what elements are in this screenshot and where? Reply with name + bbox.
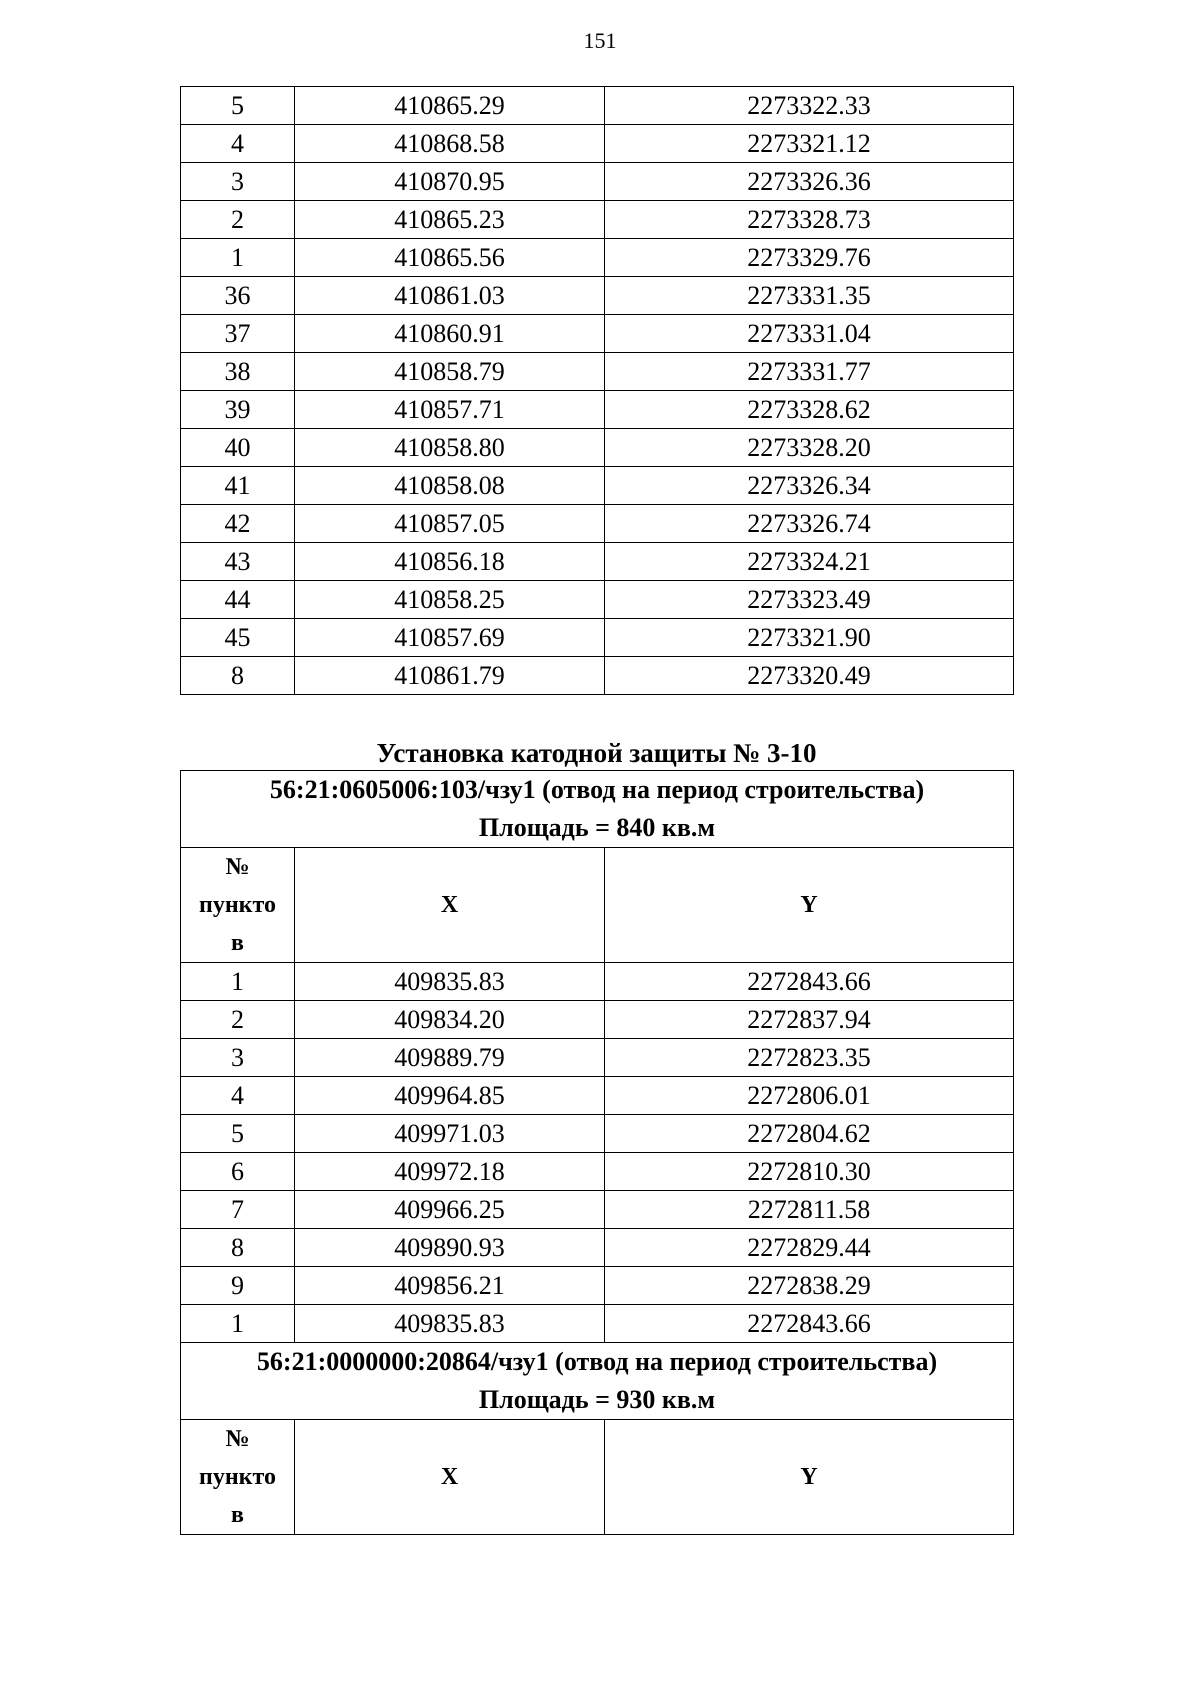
table-row bbox=[181, 467, 1014, 505]
table-row bbox=[181, 163, 1014, 201]
col-y-header: Y bbox=[605, 848, 1014, 963]
section-heading: Установка катодной защиты № 3-10 bbox=[376, 738, 817, 768]
x-coordinate-cell: 409889.79 bbox=[295, 1039, 605, 1077]
parcel2-area: Площадь = 930 кв.м bbox=[478, 1385, 716, 1414]
y-coordinate-cell: 2273331.04 bbox=[605, 315, 1014, 353]
table-row bbox=[181, 581, 1014, 619]
y-coordinate-cell: 2272843.66 bbox=[605, 1305, 1014, 1343]
col-point-number-line1: № bbox=[225, 854, 250, 880]
point-number-cell: 4 bbox=[181, 1077, 295, 1115]
point-number-cell: 2 bbox=[181, 1001, 295, 1039]
coordinates-table-continued bbox=[180, 86, 1014, 695]
point-number-cell: 38 bbox=[181, 353, 295, 391]
table-row bbox=[181, 1305, 1014, 1343]
col-x-header: X bbox=[295, 848, 605, 963]
point-number-cell: 1 bbox=[181, 1305, 295, 1343]
point-number-cell: 43 bbox=[181, 543, 295, 581]
y-coordinate-cell: 2273323.49 bbox=[605, 581, 1014, 619]
col-point-number-line3: в bbox=[231, 930, 244, 956]
parcel1-header-row bbox=[181, 771, 1014, 848]
x-coordinate-cell: 409971.03 bbox=[295, 1115, 605, 1153]
table-row bbox=[181, 657, 1014, 695]
point-number-cell: 2 bbox=[181, 201, 295, 239]
x-coordinate-cell: 410857.71 bbox=[295, 391, 605, 429]
x-coordinate-cell: 410858.80 bbox=[295, 429, 605, 467]
x-coordinate-cell: 410865.56 bbox=[295, 239, 605, 277]
table-row bbox=[181, 1229, 1014, 1267]
y-coordinate-cell: 2272843.66 bbox=[605, 963, 1014, 1001]
parcel1-title-cell bbox=[181, 771, 1014, 848]
table-row bbox=[181, 239, 1014, 277]
x-coordinate-cell: 409856.21 bbox=[295, 1267, 605, 1305]
table-row bbox=[181, 1153, 1014, 1191]
x-coordinate-cell: 409972.18 bbox=[295, 1153, 605, 1191]
y-coordinate-cell: 2272837.94 bbox=[605, 1001, 1014, 1039]
x-coordinate-cell: 410861.79 bbox=[295, 657, 605, 695]
point-number-cell: 4 bbox=[181, 125, 295, 163]
parcel2-id: 56:21:0000000:20864/чзу1 (отвод на период строительства) bbox=[256, 1347, 938, 1376]
parcel2-header-row bbox=[181, 1343, 1014, 1420]
x-coordinate-cell: 409964.85 bbox=[295, 1077, 605, 1115]
y-coordinate-cell: 2273326.36 bbox=[605, 163, 1014, 201]
table-row bbox=[181, 391, 1014, 429]
table-row bbox=[181, 505, 1014, 543]
col-point-number-line2: пункто bbox=[199, 892, 276, 918]
point-number-cell: 6 bbox=[181, 1153, 295, 1191]
point-number-cell: 5 bbox=[181, 1115, 295, 1153]
x-coordinate-cell: 410858.08 bbox=[295, 467, 605, 505]
table-row bbox=[181, 125, 1014, 163]
col-point-number-line3: в bbox=[231, 1502, 244, 1528]
table-row bbox=[181, 201, 1014, 239]
point-number-cell: 1 bbox=[181, 239, 295, 277]
x-coordinate-cell: 410856.18 bbox=[295, 543, 605, 581]
table-row bbox=[181, 963, 1014, 1001]
x-coordinate-cell: 410857.69 bbox=[295, 619, 605, 657]
col-point-number-line1: № bbox=[225, 1426, 250, 1452]
point-number-cell: 3 bbox=[181, 163, 295, 201]
table-row bbox=[181, 543, 1014, 581]
y-coordinate-cell: 2273328.20 bbox=[605, 429, 1014, 467]
col-point-number-header bbox=[181, 848, 295, 963]
y-coordinate-cell: 2273328.73 bbox=[605, 201, 1014, 239]
table-row bbox=[181, 1039, 1014, 1077]
coordinates-table-body bbox=[181, 87, 1014, 695]
table-row bbox=[181, 87, 1014, 125]
table-row bbox=[181, 1267, 1014, 1305]
point-number-cell: 44 bbox=[181, 581, 295, 619]
col-point-number-header bbox=[181, 1420, 295, 1535]
y-coordinate-cell: 2273331.35 bbox=[605, 277, 1014, 315]
y-coordinate-cell: 2273321.12 bbox=[605, 125, 1014, 163]
y-coordinate-cell: 2272804.62 bbox=[605, 1115, 1014, 1153]
col-point-number-line2: пункто bbox=[199, 1464, 276, 1490]
y-coordinate-cell: 2273331.77 bbox=[605, 353, 1014, 391]
parcels-coordinates-table bbox=[180, 770, 1014, 1535]
y-coordinate-cell: 2273326.34 bbox=[605, 467, 1014, 505]
y-coordinate-cell: 2273321.90 bbox=[605, 619, 1014, 657]
table-row bbox=[181, 315, 1014, 353]
x-coordinate-cell: 409834.20 bbox=[295, 1001, 605, 1039]
parcel1-id: 56:21:0605006:103/чзу1 (отвод на период строительства) bbox=[269, 775, 925, 804]
y-coordinate-cell: 2272806.01 bbox=[605, 1077, 1014, 1115]
point-number-cell: 42 bbox=[181, 505, 295, 543]
point-number-cell: 41 bbox=[181, 467, 295, 505]
point-number-cell: 1 bbox=[181, 963, 295, 1001]
point-number-cell: 9 bbox=[181, 1267, 295, 1305]
point-number-cell: 3 bbox=[181, 1039, 295, 1077]
col-y-header: Y bbox=[605, 1420, 1014, 1535]
y-coordinate-cell: 2272810.30 bbox=[605, 1153, 1014, 1191]
table-row bbox=[181, 1115, 1014, 1153]
parcel1-area: Площадь = 840 кв.м bbox=[478, 813, 716, 842]
point-number-cell: 36 bbox=[181, 277, 295, 315]
x-coordinate-cell: 410865.29 bbox=[295, 87, 605, 125]
x-coordinate-cell: 410861.03 bbox=[295, 277, 605, 315]
point-number-cell: 40 bbox=[181, 429, 295, 467]
y-coordinate-cell: 2272823.35 bbox=[605, 1039, 1014, 1077]
x-coordinate-cell: 410858.79 bbox=[295, 353, 605, 391]
point-number-cell: 5 bbox=[181, 87, 295, 125]
parcel2-title-cell bbox=[181, 1343, 1014, 1420]
table-row bbox=[181, 1077, 1014, 1115]
table-row bbox=[181, 619, 1014, 657]
x-coordinate-cell: 409835.83 bbox=[295, 963, 605, 1001]
y-coordinate-cell: 2272829.44 bbox=[605, 1229, 1014, 1267]
x-coordinate-cell: 410870.95 bbox=[295, 163, 605, 201]
table-row bbox=[181, 429, 1014, 467]
table-row bbox=[181, 1001, 1014, 1039]
x-coordinate-cell: 410868.58 bbox=[295, 125, 605, 163]
table-row bbox=[181, 277, 1014, 315]
y-coordinate-cell: 2273329.76 bbox=[605, 239, 1014, 277]
x-coordinate-cell: 409966.25 bbox=[295, 1191, 605, 1229]
y-coordinate-cell: 2273326.74 bbox=[605, 505, 1014, 543]
point-number-cell: 45 bbox=[181, 619, 295, 657]
y-coordinate-cell: 2273322.33 bbox=[605, 87, 1014, 125]
x-coordinate-cell: 409890.93 bbox=[295, 1229, 605, 1267]
y-coordinate-cell: 2272811.58 bbox=[605, 1191, 1014, 1229]
x-coordinate-cell: 409835.83 bbox=[295, 1305, 605, 1343]
x-coordinate-cell: 410865.23 bbox=[295, 201, 605, 239]
y-coordinate-cell: 2273328.62 bbox=[605, 391, 1014, 429]
y-coordinate-cell: 2273320.49 bbox=[605, 657, 1014, 695]
x-coordinate-cell: 410860.91 bbox=[295, 315, 605, 353]
x-coordinate-cell: 410858.25 bbox=[295, 581, 605, 619]
point-number-cell: 37 bbox=[181, 315, 295, 353]
parcel2-column-header-row bbox=[181, 1420, 1014, 1535]
point-number-cell: 8 bbox=[181, 657, 295, 695]
col-x-header: X bbox=[295, 1420, 605, 1535]
y-coordinate-cell: 2272838.29 bbox=[605, 1267, 1014, 1305]
y-coordinate-cell: 2273324.21 bbox=[605, 543, 1014, 581]
point-number-cell: 7 bbox=[181, 1191, 295, 1229]
page-number: 151 bbox=[583, 28, 617, 53]
table-row bbox=[181, 353, 1014, 391]
point-number-cell: 39 bbox=[181, 391, 295, 429]
point-number-cell: 8 bbox=[181, 1229, 295, 1267]
x-coordinate-cell: 410857.05 bbox=[295, 505, 605, 543]
parcel1-column-header-row bbox=[181, 848, 1014, 963]
table-row bbox=[181, 1191, 1014, 1229]
